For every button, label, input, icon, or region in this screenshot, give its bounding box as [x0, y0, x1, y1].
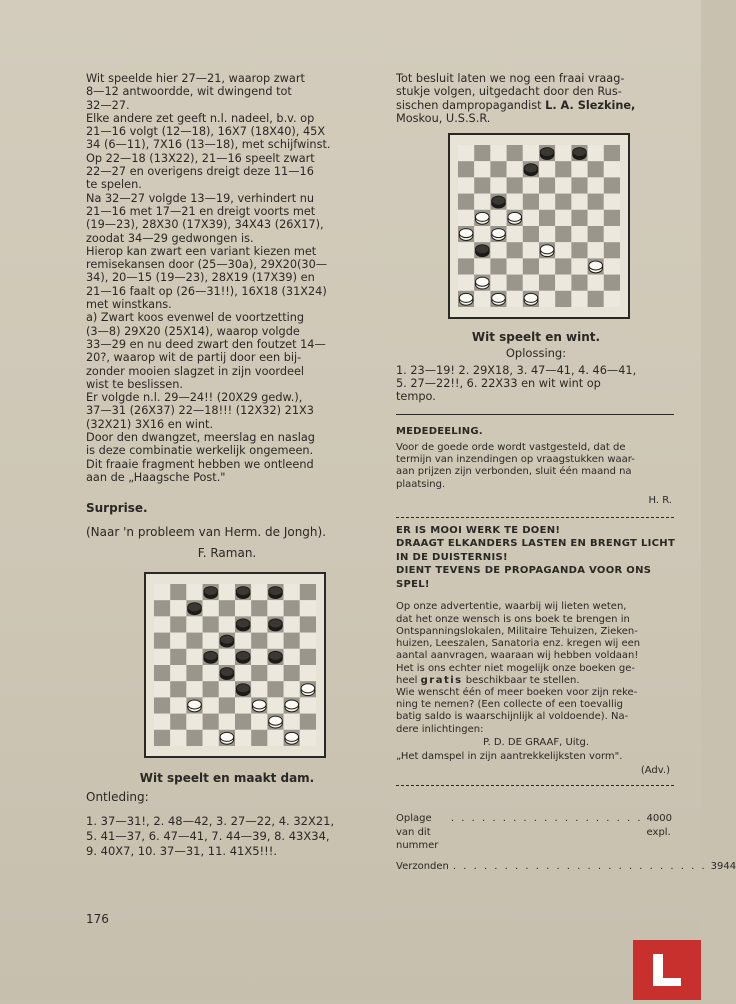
light-square	[186, 714, 202, 730]
dark-square	[490, 161, 506, 177]
promo-headline: ER IS MOOI WERK TE DOEN! DRAAGT ELKANDERS LASTEN EN BRENGT LICHT IN DE DUISTERNIS! DIENT TEVENS DE PROPAGANDA VOOR ONS SPEL!	[396, 524, 676, 590]
slezkine-board-grid	[450, 135, 628, 317]
light-square	[154, 616, 170, 632]
dark-square	[555, 259, 571, 275]
surprise-author: F. Raman.	[197, 545, 257, 560]
dark-square	[458, 194, 474, 210]
black-piece	[220, 635, 234, 647]
light-square	[300, 697, 316, 713]
dark-square	[154, 633, 170, 649]
light-square	[203, 600, 219, 616]
light-square	[604, 161, 620, 177]
watermark-logo	[633, 940, 701, 1000]
light-square	[539, 291, 555, 307]
light-square	[219, 681, 235, 697]
game-commentary-combination: Er volgde n.l. 29—24!! (20X29 gedw.), 37—31 (26X37) 22—18!!! (12X32) 21X3 (32X21) 3X16 en wint.	[86, 391, 314, 431]
light-square	[555, 145, 571, 161]
light-square	[267, 697, 283, 713]
dark-square	[154, 730, 170, 746]
light-square	[300, 633, 316, 649]
surprise-source: (Naar 'n probleem van Herm. de Jongh).	[86, 524, 327, 539]
light-square	[186, 616, 202, 632]
white-piece	[475, 213, 489, 225]
light-square	[474, 259, 490, 275]
dark-square	[170, 616, 186, 632]
light-square	[474, 161, 490, 177]
light-square	[251, 714, 267, 730]
white-piece	[285, 732, 299, 744]
dark-square	[251, 665, 267, 681]
game-commentary-intro: Wit speelde hier 27—21, waarop zwart 8—12 antwoordde, wit dwingend tot 32—27.	[86, 72, 305, 112]
light-square	[219, 616, 235, 632]
dark-square	[539, 210, 555, 226]
light-square	[267, 665, 283, 681]
white-piece	[589, 261, 603, 273]
right-column	[396, 72, 736, 874]
ad-slogan: „Het damspel in zijn aantrekkelijksten vorm".	[396, 750, 623, 762]
light-square	[490, 275, 506, 291]
dark-square	[571, 210, 587, 226]
print-run-label: Oplage van dit nummer	[396, 813, 439, 851]
light-square	[251, 649, 267, 665]
light-square	[203, 730, 219, 746]
dark-square	[588, 226, 604, 242]
dark-square	[186, 665, 202, 681]
light-square	[203, 665, 219, 681]
analysis-heading: Ontleding:	[86, 790, 149, 805]
dark-square	[458, 259, 474, 275]
dark-square	[604, 275, 620, 291]
surprise-draughts-board	[144, 572, 326, 758]
black-piece	[220, 668, 234, 680]
light-square	[251, 616, 267, 632]
dark-square	[235, 714, 251, 730]
light-square	[507, 291, 523, 307]
ad-gratis: gratis	[420, 674, 463, 686]
white-piece	[459, 229, 473, 241]
slezkine-draughts-board	[448, 133, 630, 319]
light-square	[571, 259, 587, 275]
light-square	[458, 210, 474, 226]
dark-square	[523, 194, 539, 210]
light-square	[604, 194, 620, 210]
light-square	[604, 226, 620, 242]
light-square	[571, 291, 587, 307]
light-square	[539, 161, 555, 177]
light-square	[474, 194, 490, 210]
light-square	[539, 259, 555, 275]
dark-square	[490, 259, 506, 275]
light-square	[284, 584, 300, 600]
dark-square	[555, 161, 571, 177]
left-column	[86, 72, 368, 859]
page-number: 176	[86, 912, 109, 926]
dark-square	[203, 714, 219, 730]
light-square	[555, 242, 571, 258]
light-square	[170, 665, 186, 681]
white-piece	[492, 294, 506, 306]
dark-square	[571, 242, 587, 258]
sent-label: Verzonden	[396, 861, 449, 873]
dark-square	[555, 291, 571, 307]
notice-title: MEDEDEELING.	[396, 425, 483, 437]
dark-square	[251, 730, 267, 746]
dark-square	[604, 145, 620, 161]
dark-square	[474, 145, 490, 161]
dark-square	[300, 616, 316, 632]
dark-square	[523, 226, 539, 242]
light-square	[555, 275, 571, 291]
dark-square	[604, 178, 620, 194]
dark-square	[604, 210, 620, 226]
light-square	[170, 600, 186, 616]
light-square	[523, 145, 539, 161]
dark-square	[170, 714, 186, 730]
light-square	[186, 584, 202, 600]
light-square	[235, 600, 251, 616]
problem-intro: Tot besluit laten we nog een fraai vraag- stukje volgen, uitgedacht door den Rus- sischen dampropagandist L. A. Slezkine, Moskou, U.S.S.R.	[396, 72, 636, 125]
black-piece	[236, 684, 250, 696]
light-square	[555, 178, 571, 194]
dark-square	[507, 275, 523, 291]
light-square	[235, 633, 251, 649]
light-square	[571, 194, 587, 210]
light-square	[186, 649, 202, 665]
light-square	[571, 161, 587, 177]
game-commentary-alternative: a) Zwart koos evenwel de voortzetting (3—8) 29X20 (25X14), waarop volgde 33—29 en nu deed zwart den foutzet 14— 20?, waarop wit de partij door een bij- zonder mooien slagzet in zijn voordeel wist te beslissen.	[86, 311, 326, 391]
white-piece	[188, 700, 202, 712]
light-square	[458, 242, 474, 258]
dark-square	[154, 600, 170, 616]
black-piece	[188, 603, 202, 615]
dark-square	[507, 178, 523, 194]
dark-square	[203, 616, 219, 632]
ad-contact: P. D. DE GRAAF, Uitg.	[483, 736, 589, 748]
black-piece	[269, 651, 283, 663]
light-square	[523, 178, 539, 194]
black-piece	[204, 587, 218, 599]
slezkine-board-caption: Wit speelt en wint.	[471, 330, 601, 345]
black-piece	[236, 651, 250, 663]
notice-signature: H. R.	[648, 494, 672, 506]
light-square	[284, 714, 300, 730]
light-square	[235, 665, 251, 681]
white-piece	[508, 213, 522, 225]
light-square	[507, 161, 523, 177]
sent-row	[396, 860, 736, 873]
light-square	[539, 226, 555, 242]
light-square	[490, 210, 506, 226]
game-commentary-variation: Elke andere zet geeft n.l. nadeel, b.v. op 21—16 volgt (12—18), 16X7 (18X40), 45X 34 (6—11), 7X16 (13—18), met schijfwinst. Op 22—18 (13X22), 21—16 speelt zwart 22—27 en overigens dreigt deze 11—16 te spelen.	[86, 111, 331, 192]
black-piece	[236, 587, 250, 599]
dark-square	[539, 275, 555, 291]
white-piece	[301, 684, 315, 696]
dark-square	[458, 161, 474, 177]
print-run-row	[396, 812, 672, 852]
light-square	[523, 275, 539, 291]
light-square	[604, 259, 620, 275]
dark-square	[186, 633, 202, 649]
light-square	[588, 210, 604, 226]
dark-square	[219, 600, 235, 616]
solution-moves: 1. 23—19! 2. 29X18, 3. 47—41, 4. 46—41, 5. 27—22!!, 6. 22X33 en wit wint op tempo.	[396, 363, 637, 404]
dark-square	[284, 633, 300, 649]
light-square	[154, 649, 170, 665]
dark-square	[571, 178, 587, 194]
dark-square	[154, 697, 170, 713]
light-square	[588, 242, 604, 258]
light-square	[490, 178, 506, 194]
white-piece	[269, 716, 283, 728]
black-piece	[524, 164, 538, 176]
ad-tag: (Adv.)	[640, 765, 670, 777]
light-square	[284, 649, 300, 665]
dark-square	[588, 291, 604, 307]
notice-text: Voor de goede orde wordt vastgesteld, dat de termijn van inzendingen op vraagstukken waar- aan prijzen zijn verbonden, sluit één maand na plaatsing.	[396, 441, 635, 490]
dark-square	[507, 145, 523, 161]
dark-square	[604, 242, 620, 258]
dark-square	[170, 681, 186, 697]
dark-square	[474, 178, 490, 194]
dark-square	[170, 649, 186, 665]
dark-square	[300, 649, 316, 665]
problem-author: L. A. Slezkine,	[545, 98, 636, 112]
surprise-board-caption: Wit speelt en maakt dam.	[139, 771, 315, 786]
black-piece	[475, 245, 489, 257]
white-piece	[285, 700, 299, 712]
light-square	[604, 291, 620, 307]
dark-square	[251, 600, 267, 616]
solution-heading: Oplossing:	[505, 346, 567, 361]
logo-mark-icon	[633, 940, 701, 1000]
light-square	[186, 681, 202, 697]
white-piece	[252, 700, 266, 712]
black-piece	[204, 651, 218, 663]
dark-square	[523, 259, 539, 275]
light-square	[588, 275, 604, 291]
light-square	[251, 584, 267, 600]
print-run-dots: . . . . . . . . . . . . . . . . . . .	[450, 813, 643, 825]
light-square	[588, 178, 604, 194]
light-square	[474, 226, 490, 242]
dark-square	[555, 194, 571, 210]
light-square	[507, 226, 523, 242]
dark-square	[203, 681, 219, 697]
black-piece	[269, 587, 283, 599]
light-square	[219, 649, 235, 665]
black-piece	[269, 619, 283, 631]
light-square	[170, 697, 186, 713]
light-square	[219, 584, 235, 600]
white-piece	[524, 294, 538, 306]
sent-dots: . . . . . . . . . . . . . . . . . . . . . . . . .	[452, 861, 707, 873]
light-square	[474, 291, 490, 307]
dark-square	[588, 161, 604, 177]
dark-square	[284, 665, 300, 681]
black-piece	[236, 619, 250, 631]
light-square	[539, 194, 555, 210]
light-square	[154, 681, 170, 697]
light-square	[284, 681, 300, 697]
game-commentary-continuation: Na 32—27 volgde 13—19, verhindert nu 21—16 met 17—21 en dreigt voorts met (19—23), 28X30 (17X39), 34X43 (26X17), zoodat 34—29 gedwongen is.	[86, 191, 324, 245]
print-run-value: 4000 expl.	[646, 813, 672, 838]
sent-value: 3944	[710, 861, 736, 873]
white-piece	[459, 294, 473, 306]
light-square	[458, 145, 474, 161]
light-square	[300, 730, 316, 746]
light-square	[300, 600, 316, 616]
light-square	[458, 178, 474, 194]
light-square	[235, 697, 251, 713]
dark-square	[539, 178, 555, 194]
light-square	[507, 259, 523, 275]
dark-square	[588, 194, 604, 210]
light-square	[219, 714, 235, 730]
game-commentary-conclusion: Door den dwangzet, meerslag en naslag is deze combinatie werkelijk ongemeen. Dit fraaie fragment hebben we ontleend aan de „Haagsche Post."	[86, 431, 315, 484]
light-square	[235, 730, 251, 746]
problem-place: Moskou, U.S.S.R.	[396, 111, 491, 125]
surprise-board-grid	[146, 574, 324, 756]
analysis-moves: 1. 37—31!, 2. 48—42, 3. 27—22, 4. 32X21, 5. 41—37, 6. 47—41, 7. 44—39, 8. 43X34, 9. 40X7, 10. 37—31, 11. 41X5!!!.	[86, 813, 335, 858]
dark-square	[300, 714, 316, 730]
divider-stats	[396, 785, 674, 786]
white-piece	[540, 245, 554, 257]
surprise-heading: Surprise.	[86, 501, 148, 516]
white-piece	[475, 277, 489, 289]
black-piece	[573, 148, 587, 160]
ad-text: Op onze advertentie, waarbij wij lieten weten, dat het onze wensch is ons boek te brengen in Ontspanningslokalen, Militaire Tehuizen, Zieken- huizen, Leeszalen, Sanatoria enz. kregen wij een aantal aanvragen, waaraan wij hebben voldaan! Het is ons echter niet mogelijk onze boeken ge- heel gratis beschikbaar te stellen. Wie wenscht één of meer boeken voor zijn reke- ning te nemen? (Een collecte of een toevallig batig saldo is waarschijnlijk al voldoende). Na- dere inlichtingen:	[396, 601, 641, 735]
dark-square	[284, 600, 300, 616]
light-square	[170, 633, 186, 649]
divider-promo	[396, 517, 674, 518]
dark-square	[154, 665, 170, 681]
light-square	[203, 633, 219, 649]
light-square	[267, 633, 283, 649]
divider-notice	[396, 414, 674, 415]
dark-square	[300, 584, 316, 600]
black-piece	[492, 196, 506, 208]
light-square	[267, 730, 283, 746]
white-piece	[220, 732, 234, 744]
light-square	[154, 714, 170, 730]
light-square	[523, 242, 539, 258]
light-square	[555, 210, 571, 226]
dark-square	[267, 681, 283, 697]
dark-square	[571, 275, 587, 291]
dark-square	[170, 584, 186, 600]
light-square	[490, 242, 506, 258]
light-square	[154, 584, 170, 600]
dark-square	[251, 633, 267, 649]
light-square	[523, 210, 539, 226]
white-piece	[492, 229, 506, 241]
dark-square	[186, 730, 202, 746]
light-square	[571, 226, 587, 242]
light-square	[300, 665, 316, 681]
light-square	[507, 194, 523, 210]
dark-square	[219, 697, 235, 713]
light-square	[284, 616, 300, 632]
dark-square	[507, 242, 523, 258]
light-square	[458, 275, 474, 291]
game-commentary-remise: Hierop kan zwart een variant kiezen met remisekansen door (25—30a), 29X20(30— 34), 20—15 (19—23), 28X19 (17X39) en 21—16 faalt op (26—31!!), 16X18 (31X24) met winstkans.	[86, 244, 328, 312]
black-piece	[540, 148, 554, 160]
light-square	[170, 730, 186, 746]
light-square	[203, 697, 219, 713]
light-square	[588, 145, 604, 161]
light-square	[251, 681, 267, 697]
dark-square	[555, 226, 571, 242]
light-square	[267, 600, 283, 616]
light-square	[490, 145, 506, 161]
